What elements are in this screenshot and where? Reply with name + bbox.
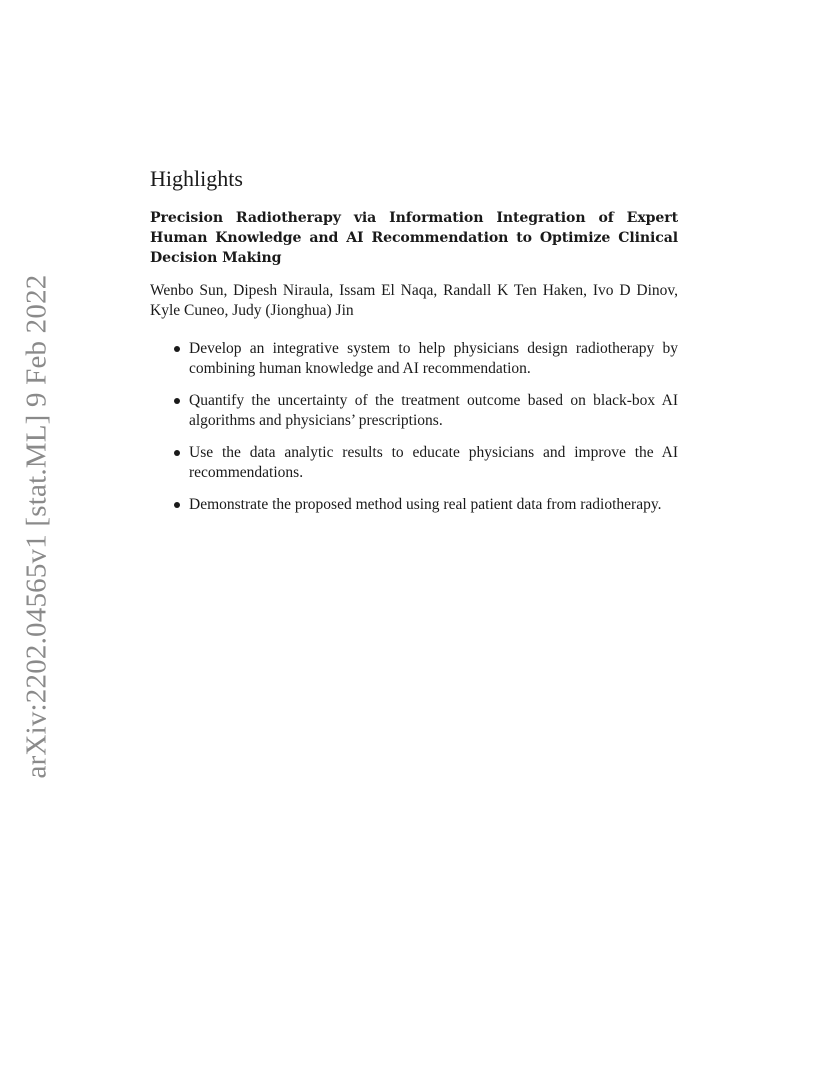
arxiv-identifier-text: arXiv:2202.04565v1 [stat.ML] 9 Feb 2022 xyxy=(20,274,53,778)
bullet-icon xyxy=(174,346,180,352)
highlights-section xyxy=(150,166,678,527)
bullet-icon xyxy=(174,450,180,456)
paper-title: Precision Radiotherapy via Information Integration of Expert Human Knowledge and AI Recommendation to Optimize Clinical Decision Making xyxy=(150,210,678,266)
highlights-list xyxy=(150,339,678,515)
highlight-text: Use the data analytic results to educate physicians and improve the AI recommendations. xyxy=(189,444,678,481)
bullet-icon xyxy=(174,502,180,508)
bullet-icon xyxy=(174,398,180,404)
highlight-item xyxy=(189,495,678,515)
arxiv-identifier-stamp xyxy=(18,274,56,778)
highlight-item xyxy=(189,443,678,483)
author-list: Wenbo Sun, Dipesh Niraula, Issam El Naqa, Randall K Ten Haken, Ivo D Dinov, Kyle Cuneo, Judy (Jionghua) Jin xyxy=(150,282,678,319)
highlight-text: Demonstrate the proposed method using real patient data from radiotherapy. xyxy=(189,496,662,513)
section-heading: Highlights xyxy=(150,166,243,191)
highlight-text: Develop an integrative system to help physicians design radiotherapy by combining human knowledge and AI recommendation. xyxy=(189,340,678,377)
highlight-item xyxy=(189,391,678,431)
highlight-text: Quantify the uncertainty of the treatment outcome based on black-box AI algorithms and physicians’ prescriptions. xyxy=(189,392,678,429)
highlight-item xyxy=(189,339,678,379)
